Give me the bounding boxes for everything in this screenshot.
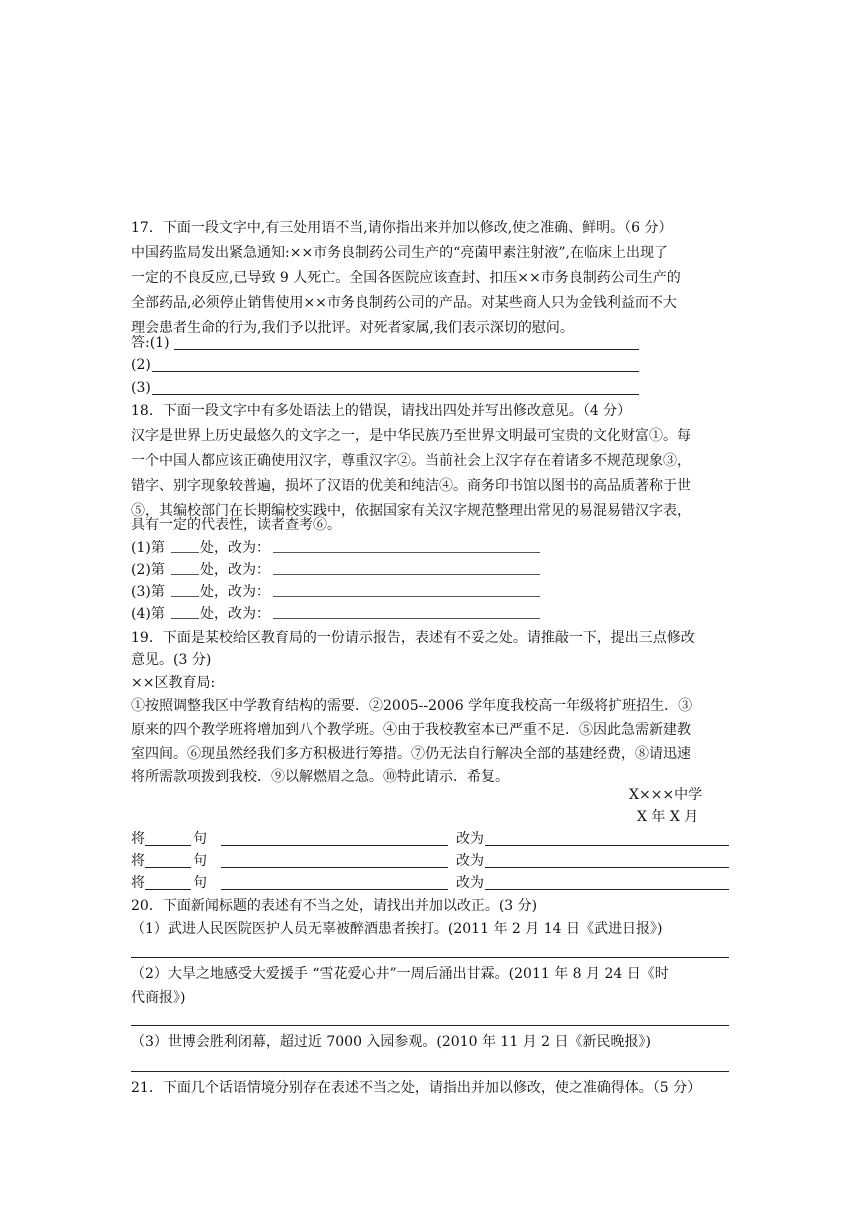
- q19-fill-label: 将: [131, 875, 145, 891]
- q19-original-blank[interactable]: [221, 867, 448, 868]
- q19-heading: 19．下面是某校给区教育局的一份请示报告，表述有不妥之处。请推敲一下，提出三点修改: [131, 630, 695, 646]
- q19-passage-line: 原来的四个教学班将增加到八个教学班。④由于我校教室本已严重不足．⑤因此急需新建教: [131, 722, 691, 738]
- q19-heading: 意见。(3 分): [131, 652, 212, 668]
- q21-heading: 21．下面几个话语情境分别存在表述不当之处，请指出并加以修改，使之准确得体。（5 分）: [131, 1080, 702, 1096]
- q19-fill-label: 句: [193, 831, 207, 847]
- q19-sentence-number-blank[interactable]: [145, 867, 191, 868]
- q19-addressee: ××区教育局:: [131, 675, 216, 691]
- q18-position-blank[interactable]: [171, 552, 199, 553]
- q18-passage-line: 汉字是世界上历史最悠久的文字之一，是中华民族乃至世界文明最可宝贵的文化财富①。每: [131, 428, 691, 444]
- q18-row-label: 处，改为：: [200, 540, 270, 556]
- q19-fill-label: 将: [131, 853, 145, 869]
- q18-passage-line: ⑤，其编校部门在长期编校实践中，依据国家有关汉字规范整理出常见的易混易错汉字表，: [131, 503, 691, 519]
- q17-passage-line: 一定的不良反应,已导致 9 人死亡。全国各医院应该查封、扣压××市务良制药公司生产的: [131, 270, 681, 286]
- q19-original-blank[interactable]: [221, 845, 448, 846]
- q17-answer-label: (2): [131, 357, 151, 373]
- q19-fill-label: 改为: [456, 853, 484, 869]
- q18-correction-line[interactable]: [273, 618, 540, 619]
- q18-row-label: 处，改为：: [200, 606, 270, 622]
- q20-item: （3）世博会胜利闭幕，超过近 7000 入园参观。(2010 年 11 月 2 日《新民晚报》): [131, 1034, 651, 1050]
- q19-revision-blank[interactable]: [485, 889, 729, 890]
- q19-fill-label: 改为: [456, 831, 484, 847]
- q20-item: 代商报》): [131, 990, 186, 1006]
- q19-sentence-number-blank[interactable]: [145, 889, 191, 890]
- q17-answer-label: (3): [131, 380, 151, 396]
- q18-heading: 18．下面一段文字中有多处语法上的错误，请找出四处并写出修改意见。（4 分）: [131, 403, 632, 419]
- q20-item: （1）武进人民医院医护人员无辜被醉酒患者挨打。(2011 年 2 月 14 日《武进日报》): [131, 921, 663, 937]
- q17-passage-line: 全部药品,必须停止销售使用××市务良制药公司的产品。对某些商人只为金钱利益而不大: [131, 295, 677, 311]
- q18-row-number: (4)第: [131, 606, 165, 622]
- q18-passage-line: 具有一定的代表性，读者查考⑥。: [131, 517, 341, 533]
- q18-row-label: 处，改为：: [200, 584, 270, 600]
- q18-passage-line: 错字、别字现象较普遍，损坏了汉语的优美和纯洁④。商务印书馆以图书的高品质著称于世: [131, 478, 691, 494]
- q19-original-blank[interactable]: [221, 889, 448, 890]
- q18-row-number: (1)第: [131, 540, 165, 556]
- q19-passage-line: 将所需款项拨到我校．⑨以解燃眉之急。⑩特此请示．希复。: [131, 769, 509, 785]
- q17-passage-line: 中国药监局发出紧急通知:××市务良制药公司生产的“亮菌甲素注射液”,在临床上出现了: [131, 245, 668, 261]
- q18-position-blank[interactable]: [171, 574, 199, 575]
- q19-signature-school: X×××中学: [629, 787, 703, 803]
- q19-passage-line: ①按照调整我区中学教育结构的需要．②2005--2006 学年度我校高一年级将扩班招生．③: [131, 698, 693, 714]
- q19-fill-label: 改为: [456, 875, 484, 891]
- q18-row-number: (2)第: [131, 562, 165, 578]
- q17-answer-line[interactable]: [174, 349, 639, 350]
- q20-answer-line[interactable]: [131, 1025, 729, 1026]
- q19-passage-line: 室四间。⑥现虽然经我们多方积极进行筹措。⑦仍无法自行解决全部的基建经费，⑧请迅速: [131, 746, 691, 762]
- q18-passage-line: 一个中国人都应该正确使用汉字，尊重汉字②。当前社会上汉字存在着诸多不规范现象③，: [131, 453, 691, 469]
- q18-row-number: (3)第: [131, 584, 165, 600]
- q17-answer-line[interactable]: [152, 371, 639, 372]
- q19-fill-label: 句: [193, 853, 207, 869]
- q17-heading: 17．下面一段文字中,有三处用语不当,请你指出来并加以修改,使之准确、鲜明。（6 分）: [131, 220, 673, 236]
- q18-correction-line[interactable]: [273, 552, 540, 553]
- q18-correction-line[interactable]: [273, 574, 540, 575]
- q18-position-blank[interactable]: [171, 618, 199, 619]
- q19-fill-label: 句: [193, 875, 207, 891]
- q20-answer-line[interactable]: [131, 1071, 729, 1072]
- q19-revision-blank[interactable]: [485, 845, 729, 846]
- q17-answer-line[interactable]: [152, 394, 639, 395]
- q19-signature-date: X 年 X 月: [637, 809, 699, 825]
- q18-correction-line[interactable]: [273, 596, 540, 597]
- q20-item: （2）大旱之地感受大爱援手 “雪花爱心井”一周后涌出甘霖。(2011 年 8 月 24 日《时: [131, 966, 669, 982]
- q18-row-label: 处，改为：: [200, 562, 270, 578]
- q19-revision-blank[interactable]: [485, 867, 729, 868]
- q20-heading: 20．下面新闻标题的表述有不当之处，请找出并加以改正。(3 分): [131, 898, 538, 914]
- q19-sentence-number-blank[interactable]: [145, 845, 191, 846]
- q18-position-blank[interactable]: [171, 596, 199, 597]
- q20-answer-line[interactable]: [131, 957, 729, 958]
- q17-passage-line: 理会患者生命的行为,我们予以批评。对死者家属,我们表示深切的慰问。: [131, 320, 574, 336]
- q17-answer-label: 答:(1): [131, 335, 170, 351]
- q19-fill-label: 将: [131, 831, 145, 847]
